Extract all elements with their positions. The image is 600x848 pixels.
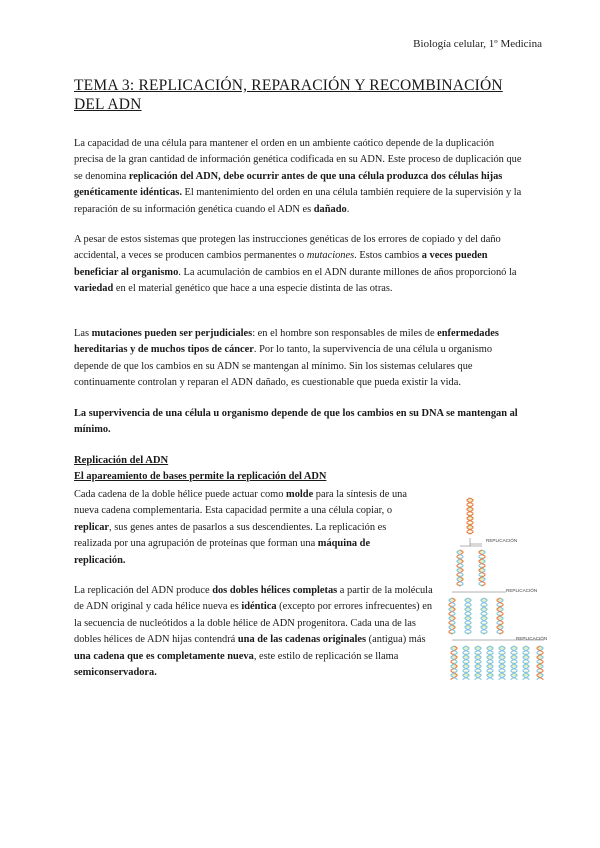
text-run: (excepto por errores infrecuentes) en la secuencia de nucleótidos a la doble hélice de ADN progenitora. Cada una de las dobles hélices de ADN hijas contendrá — [74, 601, 433, 646]
header-course-note: Biología celular, 1º Medicina — [413, 38, 542, 50]
intro-paragraph-1 — [74, 136, 524, 218]
bold-run: idéntica — [241, 601, 277, 613]
granddaughter-helix-3 — [481, 598, 487, 634]
gen3-helix-8 — [537, 646, 543, 680]
gen3-helix-7 — [523, 646, 529, 680]
text-run: para la síntesis de una nueva cadena complementaria. Esta capacidad permite a una célula copiar, o — [74, 489, 407, 517]
bold-run: mutaciones pueden ser perjudiciales — [91, 328, 253, 339]
text-run: . La acumulación de cambios en el ADN durante millones de años proporcionó la — [178, 266, 517, 278]
text-run: (antigua) más — [366, 634, 426, 646]
granddaughter-helix-4 — [497, 598, 503, 634]
bold-run: una cadena que es completamente nueva — [74, 650, 254, 662]
gen3-helix-4 — [487, 646, 493, 680]
text-run: La replicación del ADN produce — [74, 585, 213, 596]
bold-run: dañado — [313, 203, 347, 215]
gen3-helix-1 — [451, 646, 457, 680]
bold-run: enfermedades hereditarias y de muchos tipos de cáncer — [74, 328, 499, 356]
bold-run: dos dobles hélices completas — [212, 585, 338, 596]
granddaughter-helix-2 — [465, 598, 471, 634]
bold-run: La supervivencia de una célula u organismo depende de que los cambios en su DNA se mantengan al mínimo. — [74, 408, 518, 436]
gen3-helix-3 — [475, 646, 481, 680]
bold-run: variedad — [74, 283, 114, 295]
text-run: La capacidad de una célula para mantener el orden en un ambiente caótico depende de la duplicación precisa de la gran cantidad de información genética codificada en su ADN. Este proceso de duplicación que se denomina — [74, 138, 522, 182]
text-run: A pesar de estos sistemas que protegen las instrucciones genéticas de los errores de copiado y del daño accidental, a veces se producen cambios permanentes o — [74, 234, 501, 262]
bold-run: máquina de replicación. — [74, 538, 371, 566]
bold-run: a veces pueden beneficiar al organismo — [74, 250, 488, 278]
bold-run: molde — [286, 489, 314, 500]
granddaughter-helix-1 — [449, 598, 455, 634]
text-run: Las — [74, 328, 92, 339]
replication-label-2: REPLICACIÓN — [506, 588, 538, 593]
text-run: . Estos cambios — [354, 250, 422, 262]
section-title: Replicación del ADN — [74, 455, 169, 466]
parent-helix — [467, 498, 473, 534]
page-title: TEMA 3: REPLICACIÓN, REPARACIÓN Y RECOMBINACIÓN DEL ADN — [74, 77, 503, 113]
text-run: . Por lo tanto, la supervivencia de una célula u organismo depende de que los cambios en su ADN se mantengan al mínimo. Sin los sistemas celulares que continuamente controlan y reparan el ADN dañado, es cuestionable que pueda existir la vida. — [74, 344, 493, 389]
intro-paragraph-3 — [74, 326, 524, 392]
section-paragraph-1 — [74, 487, 414, 569]
text-run: . — [346, 203, 350, 215]
replication-label-3: REPLICACIÓN — [516, 636, 548, 641]
daughter-helix-2 — [479, 550, 485, 586]
text-run: , este estilo de replicación se llama — [253, 650, 399, 662]
text-run: en el material genético que hace a una especie distinta de las otras. — [113, 283, 393, 295]
italic-run: mutaciones — [306, 250, 355, 262]
intro-paragraph-2 — [74, 232, 524, 298]
gen3-helix-6 — [511, 646, 517, 680]
section-subtitle: El apareamiento de bases permite la replicación del ADN — [74, 471, 327, 482]
gen3-helix-2 — [463, 646, 469, 680]
bold-run: una de las cadenas originales — [237, 634, 367, 646]
daughter-helix-1 — [457, 550, 463, 586]
text-run: El mantenimiento del orden en una célula también requiere de la supervisión y la reparación de su información genética cuando el ADN es — [74, 187, 522, 215]
bold-run: replicación del ADN, debe ocurrir antes de que una célula produzca dos células hijas genéticamente idénticas. — [74, 170, 503, 199]
text-run: , sus genes antes de pasarlos a sus descendientes. La replicación es realizada por una agrupación de proteínas que forman una — [74, 521, 387, 550]
section-paragraph-2 — [74, 583, 434, 681]
text-run: : en el hombre son responsables de miles de — [252, 328, 438, 339]
bold-run: semiconservadora. — [74, 667, 157, 679]
text-run: Cada cadena de la doble hélice puede actuar como — [74, 489, 287, 500]
dna-replication-diagram — [448, 494, 560, 684]
bold-run: replicar — [74, 521, 110, 533]
text-run: a partir de la molécula de ADN original y cada hélice nueva es — [74, 585, 433, 613]
replication-label-1: REPLICACIÓN — [486, 538, 518, 543]
intro-paragraph-4-bold — [74, 406, 524, 439]
gen3-helix-5 — [499, 646, 505, 680]
